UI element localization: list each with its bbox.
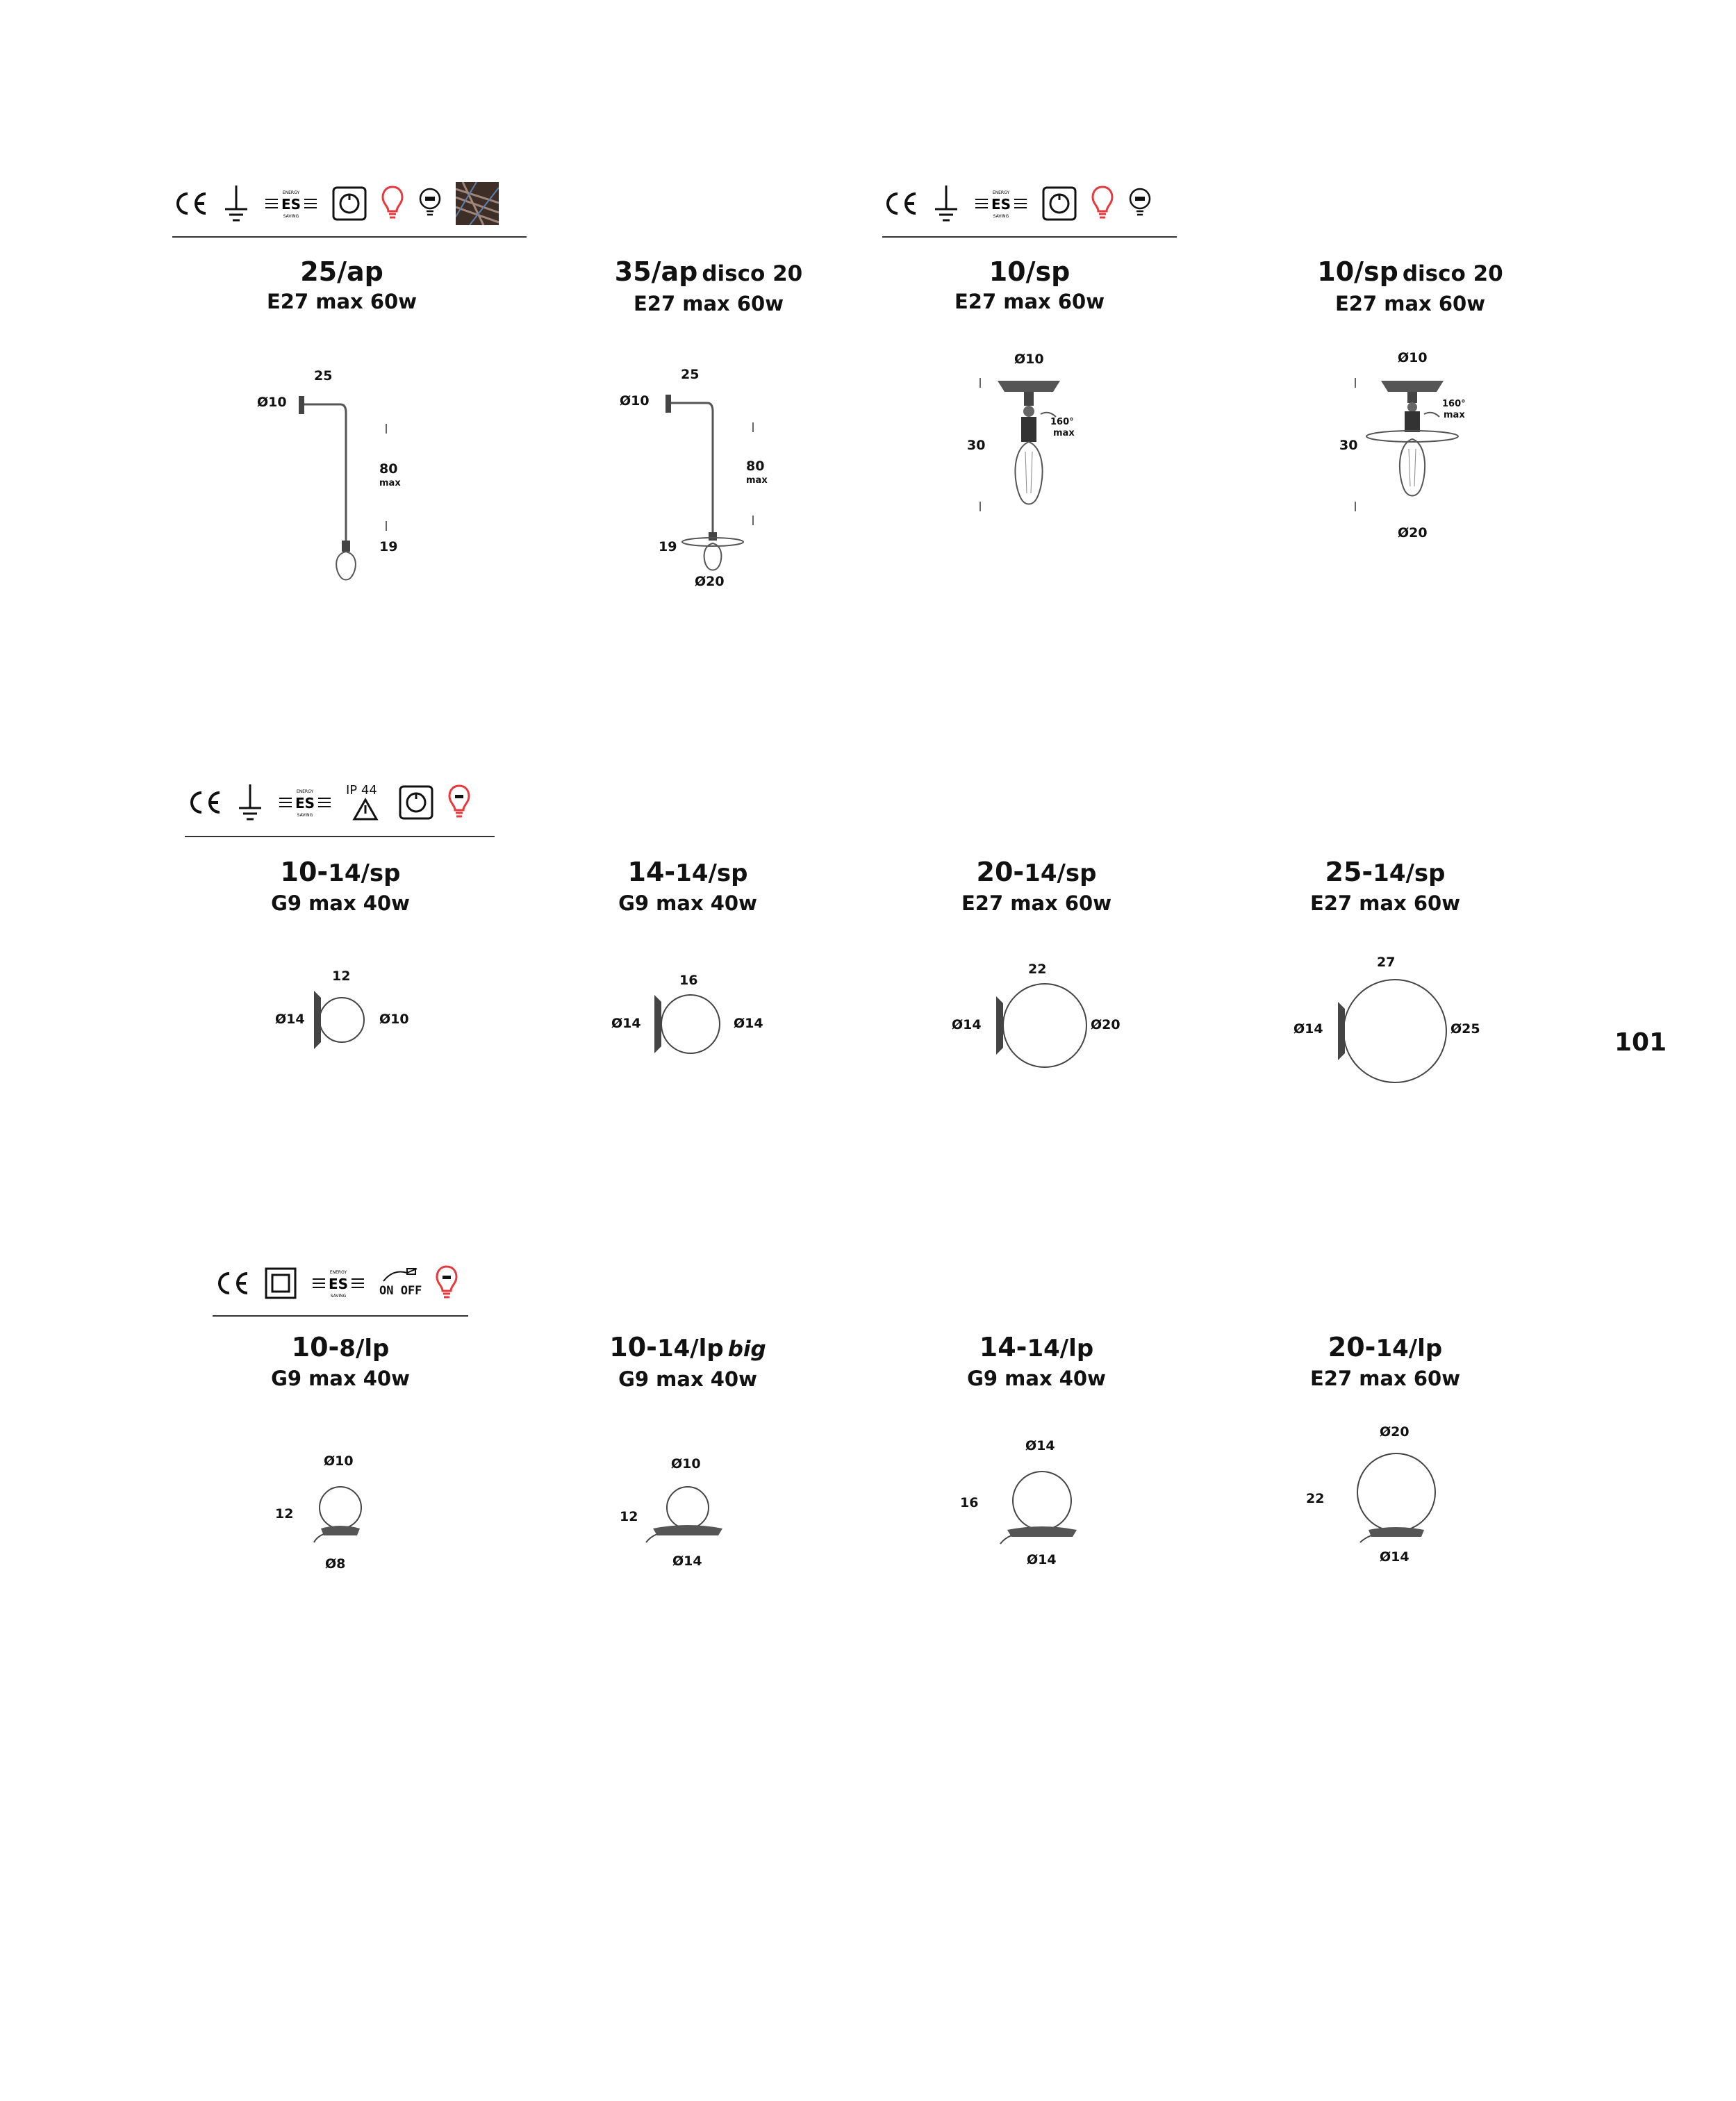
led-bulb-icon bbox=[418, 186, 442, 221]
product-spec: G9 max 40w bbox=[618, 1367, 757, 1391]
dim-globe-diameter: Ø14 bbox=[1025, 1438, 1055, 1453]
dim-globe-diameter: Ø10 bbox=[671, 1456, 701, 1472]
dim-height: 12 bbox=[275, 1506, 294, 1522]
ce-mark-icon bbox=[882, 190, 918, 217]
ce-mark-icon bbox=[172, 190, 208, 217]
product-25-14-sp bbox=[1212, 856, 1559, 917]
header-rule-row1-left bbox=[172, 236, 527, 238]
earth-ground-icon bbox=[932, 184, 960, 223]
dim-depth: 12 bbox=[332, 969, 351, 984]
svg-text:ENERGY: ENERGY bbox=[992, 190, 1010, 195]
dim-depth: 16 bbox=[679, 973, 698, 988]
ceiling-socket-lamp-drawing bbox=[959, 347, 1139, 528]
product-code: 14-14/lp bbox=[979, 1332, 1094, 1362]
red-bulb-icon bbox=[1091, 185, 1114, 222]
dim-max-label: max bbox=[746, 475, 768, 486]
svg-text:ES: ES bbox=[991, 196, 1011, 213]
glass-finish-swatch-icon bbox=[456, 182, 499, 225]
dim-swivel-angle: 160° bbox=[1050, 417, 1074, 427]
product-14-14-sp bbox=[514, 856, 861, 917]
dim-height: 22 bbox=[1306, 1491, 1325, 1506]
product-code: 25/ap bbox=[300, 256, 383, 287]
dim-height: 16 bbox=[960, 1495, 979, 1510]
product-code: 35/ap disco 20 bbox=[614, 256, 803, 287]
dim-tick bbox=[752, 516, 754, 525]
product-spec: E27 max 60w bbox=[267, 290, 417, 313]
product-spec: E27 max 60w bbox=[961, 891, 1111, 915]
product-spec: G9 max 40w bbox=[271, 891, 410, 915]
dim-base-diameter: Ø14 bbox=[611, 1016, 641, 1031]
dim-tick bbox=[1355, 502, 1356, 511]
product-spec: E27 max 60w bbox=[634, 292, 784, 315]
product-spec: G9 max 40w bbox=[618, 891, 757, 915]
drawing-25-ap bbox=[250, 361, 431, 584]
page-number: 101 bbox=[1614, 1028, 1667, 1057]
svg-text:ENERGY: ENERGY bbox=[296, 789, 314, 794]
dim-globe-diameter: Ø20 bbox=[1380, 1424, 1410, 1440]
dim-height: 30 bbox=[1339, 438, 1358, 453]
ceiling-socket-disc-lamp-drawing bbox=[1334, 347, 1514, 549]
energy-saving-icon bbox=[278, 787, 332, 818]
product-20-14-sp bbox=[863, 856, 1210, 917]
drawing-10-14-lp-big bbox=[611, 1453, 764, 1585]
double-insulation-icon bbox=[264, 1267, 297, 1300]
energy-saving-icon bbox=[264, 188, 318, 219]
dimmer-icon bbox=[399, 785, 433, 820]
dim-globe-diameter: Ø10 bbox=[324, 1453, 354, 1469]
dim-rose-diameter: Ø10 bbox=[620, 393, 650, 409]
dim-tick bbox=[1355, 378, 1356, 388]
red-bulb-icon bbox=[447, 784, 471, 821]
dim-drop: 80 bbox=[746, 459, 765, 474]
dim-height: 12 bbox=[620, 1509, 638, 1524]
dimmer-icon bbox=[1042, 186, 1077, 221]
product-10-sp bbox=[856, 256, 1203, 315]
red-bulb-icon bbox=[381, 185, 404, 222]
dim-bulb-height: 19 bbox=[659, 539, 677, 554]
dim-base-diameter: Ø8 bbox=[325, 1556, 346, 1572]
svg-text:ES: ES bbox=[328, 1276, 349, 1292]
product-spec: E27 max 60w bbox=[1310, 891, 1460, 915]
dim-max-label: max bbox=[379, 478, 401, 488]
product-code: 25-14/sp bbox=[1325, 857, 1446, 887]
drawing-20-14-lp bbox=[1306, 1417, 1487, 1584]
drawing-10-8-lp bbox=[271, 1451, 410, 1583]
cert-icons-row1-right bbox=[882, 179, 1152, 228]
product-code: 10-8/lp bbox=[291, 1332, 390, 1362]
product-code: 20-14/lp bbox=[1328, 1332, 1443, 1362]
drawing-10-sp-disco bbox=[1334, 347, 1514, 549]
drawing-10-14-sp bbox=[271, 966, 431, 1070]
header-rule-row2 bbox=[185, 836, 495, 837]
energy-saving-icon bbox=[974, 188, 1028, 219]
dim-tick bbox=[752, 422, 754, 432]
dim-base-diameter: Ø14 bbox=[1027, 1552, 1057, 1567]
dim-disc-diameter: Ø20 bbox=[1398, 525, 1428, 541]
dim-disc-diameter: Ø20 bbox=[695, 574, 725, 589]
energy-saving-icon bbox=[311, 1268, 365, 1299]
svg-text:ES: ES bbox=[281, 196, 301, 213]
product-code: 14-14/sp bbox=[627, 857, 748, 887]
dimmer-icon bbox=[332, 186, 367, 221]
svg-text:SAVING: SAVING bbox=[283, 214, 299, 219]
product-14-14-lp bbox=[863, 1331, 1210, 1392]
earth-ground-icon bbox=[236, 783, 264, 822]
product-35-ap-disco bbox=[535, 256, 882, 318]
cert-icons-row1-left bbox=[172, 179, 499, 228]
product-spec: E27 max 60w bbox=[1310, 1367, 1460, 1390]
ip44-warning-icon: IP 44 bbox=[346, 783, 385, 822]
drawing-10-sp bbox=[959, 347, 1139, 528]
dim-rose-diameter: Ø10 bbox=[1398, 350, 1428, 365]
dim-max-label: max bbox=[1444, 410, 1465, 420]
ce-mark-icon bbox=[186, 789, 222, 816]
led-bulb-icon bbox=[1128, 186, 1152, 221]
svg-text:ENERGY: ENERGY bbox=[282, 190, 300, 195]
product-code: 10/sp bbox=[989, 256, 1070, 287]
dim-globe-diameter: Ø25 bbox=[1450, 1021, 1480, 1037]
dim-height: 30 bbox=[967, 438, 986, 453]
svg-text:SAVING: SAVING bbox=[993, 214, 1009, 219]
on-off-switch-icon: ON OFF bbox=[379, 1266, 421, 1301]
product-code: 10/sp disco 20 bbox=[1317, 256, 1503, 287]
dim-tick bbox=[979, 378, 981, 388]
product-10-8-lp bbox=[167, 1331, 514, 1392]
dim-globe-diameter: Ø10 bbox=[379, 1012, 409, 1027]
product-spec: E27 max 60w bbox=[954, 290, 1105, 313]
product-25-ap bbox=[168, 256, 515, 315]
dim-base-diameter: Ø14 bbox=[672, 1554, 702, 1569]
dim-depth: 27 bbox=[1377, 955, 1396, 970]
dim-depth: 22 bbox=[1028, 962, 1047, 977]
earth-ground-icon bbox=[222, 184, 250, 223]
drawing-14-14-lp bbox=[959, 1431, 1125, 1584]
svg-text:SAVING: SAVING bbox=[297, 813, 313, 818]
dim-tick bbox=[386, 424, 387, 434]
product-code: 10-14/lp big bbox=[609, 1332, 766, 1362]
product-10-14-sp bbox=[167, 856, 514, 917]
header-rule-row3 bbox=[213, 1315, 468, 1317]
dim-tick bbox=[386, 521, 387, 531]
product-spec: G9 max 40w bbox=[967, 1367, 1106, 1390]
product-code: 10-14/sp bbox=[280, 857, 401, 887]
dim-base-diameter: Ø14 bbox=[1293, 1021, 1323, 1037]
dim-rose-diameter: Ø10 bbox=[1014, 352, 1044, 367]
svg-text:ES: ES bbox=[295, 795, 315, 811]
drawing-14-14-sp bbox=[611, 966, 778, 1077]
dim-base-diameter: Ø14 bbox=[275, 1012, 305, 1027]
dim-bulb-height: 19 bbox=[379, 539, 398, 554]
dim-rose-diameter: Ø10 bbox=[257, 395, 287, 410]
ce-mark-icon bbox=[214, 1269, 250, 1297]
product-10-sp-disco bbox=[1237, 256, 1584, 318]
dim-base-diameter: Ø14 bbox=[952, 1017, 982, 1032]
cert-icons-row2 bbox=[186, 778, 471, 827]
svg-text:ENERGY: ENERGY bbox=[329, 1270, 347, 1275]
product-spec: G9 max 40w bbox=[271, 1367, 410, 1390]
product-spec: E27 max 60w bbox=[1335, 292, 1485, 315]
dim-swivel-angle: 160° bbox=[1442, 399, 1466, 409]
dim-globe-diameter: Ø20 bbox=[1091, 1017, 1121, 1032]
red-bulb-icon bbox=[435, 1264, 458, 1302]
product-20-14-lp bbox=[1212, 1331, 1559, 1392]
dim-max-label: max bbox=[1053, 428, 1075, 438]
drawing-25-14-sp bbox=[1293, 952, 1502, 1105]
dim-arm-length: 25 bbox=[314, 368, 333, 384]
dim-base-diameter: Ø14 bbox=[1380, 1549, 1410, 1565]
dim-arm-length: 25 bbox=[681, 367, 700, 382]
drawing-35-ap-disco bbox=[617, 361, 797, 598]
drawing-20-14-sp bbox=[952, 956, 1139, 1095]
svg-text:SAVING: SAVING bbox=[330, 1294, 347, 1299]
cert-icons-row3 bbox=[214, 1259, 458, 1308]
product-code: 20-14/sp bbox=[976, 857, 1097, 887]
dim-tick bbox=[979, 502, 981, 511]
header-rule-row1-right bbox=[882, 236, 1177, 238]
dim-drop: 80 bbox=[379, 461, 398, 477]
dim-globe-diameter: Ø14 bbox=[734, 1016, 763, 1031]
product-10-14-lp-big bbox=[514, 1331, 861, 1393]
